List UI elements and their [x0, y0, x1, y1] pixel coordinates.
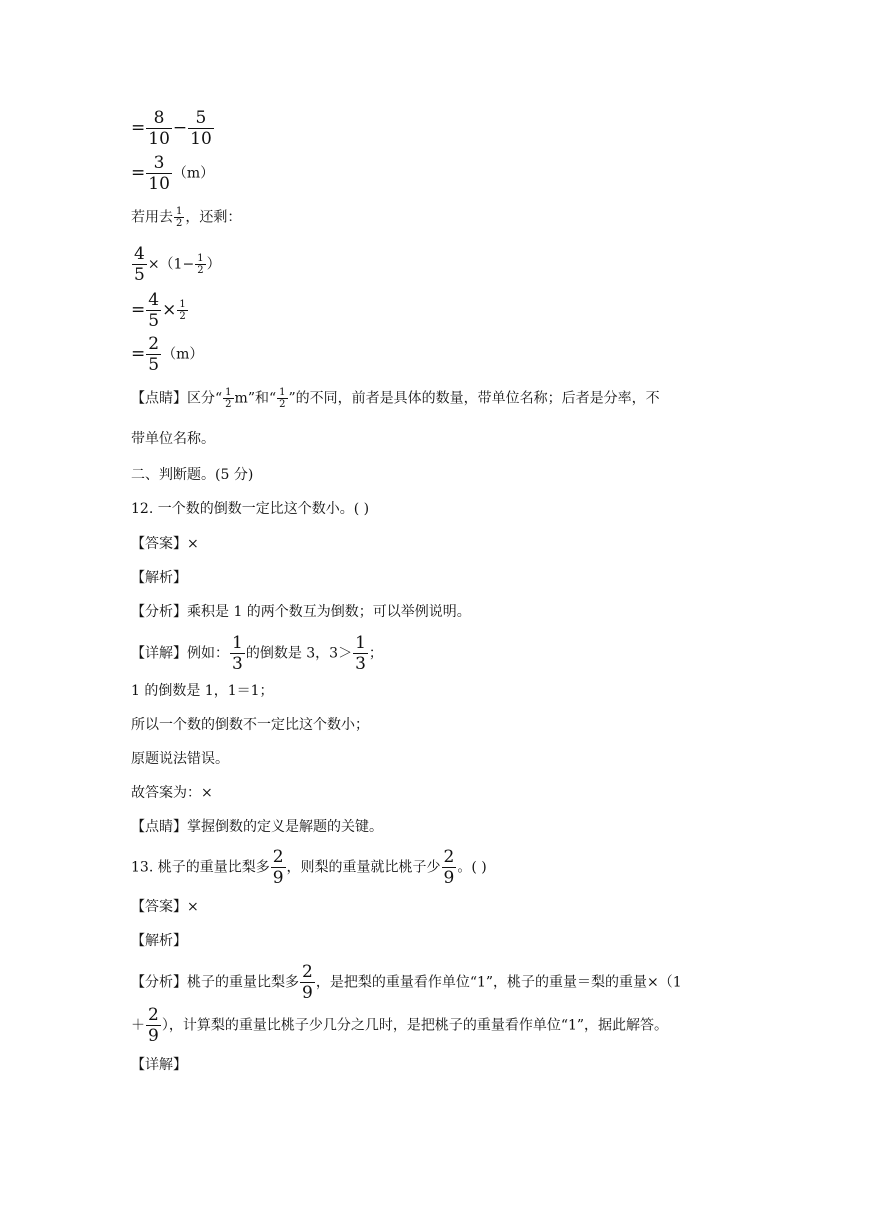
tip-line-2: 带单位名称。 [131, 431, 215, 447]
q12-stem: 12. 一个数的倒数一定比这个数小。( ) [131, 501, 370, 517]
q12-tip: 【点睛】掌握倒数的定义是解题的关键。 [131, 819, 383, 835]
q13-fenxi: 【分析】桃子的重量比梨多 $\frac{2}{9}$ ，是把梨的重量看作单位“1”，桃子的重量＝梨的重量×（1 [131, 962, 682, 1003]
tip-line-1: 【点睛】区分“ $\frac{1}{2}$ m”和“ $\frac{1}{2}$ ”的不同，前者是具体的数量，带单位名称；后者是分率，不 [131, 387, 660, 410]
calc-line-6: = $\frac{2}{5}$ （m） [131, 334, 204, 375]
equals-sign: = [131, 118, 146, 138]
fraction: $\frac{3}{10}$ [148, 153, 170, 194]
fraction: $\frac{2}{9}$ [302, 962, 313, 1003]
q12-detail: 【详解】例如： $\frac{1}{3}$ 的倒数是 3，3＞ $\frac{1}{3}$ ； [131, 633, 383, 674]
fraction: $\frac{1}{3}$ [355, 633, 366, 674]
calc-line-1 [131, 108, 215, 149]
fraction: $\frac{4}{5}$ [134, 244, 145, 285]
q12-line-5: 故答案为：× [131, 785, 213, 801]
q12-answer: 【答案】× [131, 536, 199, 552]
fraction: $\frac{2}{9}$ [148, 1005, 159, 1046]
unit-text: （m） [172, 165, 215, 182]
equals-sign: = [131, 163, 146, 183]
fraction: $\frac{2}{9}$ [443, 847, 455, 888]
fraction: $\frac{4}{5}$ [148, 290, 160, 331]
fraction: $\frac{1}{3}$ [232, 633, 243, 674]
calc-line-5: = $\frac{4}{5}$ × $\frac{1}{2}$ [131, 290, 186, 331]
calc-line-2 [131, 153, 214, 194]
calc-line-4: $\frac{4}{5}$ ×（1− $\frac{1}{2}$ ） [134, 244, 221, 285]
q13-detail: 【详解】 [131, 1057, 187, 1073]
fraction: $\frac{5}{10}$ [190, 108, 212, 149]
fraction: $\frac{2}{5}$ [148, 334, 160, 375]
q13-answer: 【答案】× [131, 899, 199, 915]
fraction: $\frac{8}{10}$ [148, 108, 170, 149]
q12-line-2: 1 的倒数是 1，1＝1； [131, 683, 274, 699]
q12-analysis: 【解析】 [131, 570, 187, 586]
fraction: $\frac{1}{2}$ [225, 387, 232, 410]
section-title: 二、判断题。(5 分) [131, 467, 254, 483]
fraction: $\frac{2}{9}$ [272, 847, 284, 888]
fraction: $\frac{1}{2}$ [179, 299, 186, 322]
fraction: $\frac{1}{2}$ [279, 387, 286, 410]
q13-fenxi-line-2: ＋ $\frac{2}{9}$ ），计算梨的重量比桃子少几分之几时，是把桃子的重量看作单位“1”，据此解答。 [131, 1005, 669, 1046]
q13-stem: 13. 桃子的重量比梨多 $\frac{2}{9}$ ，则梨的重量就比桃子少 $\frac{2}{9}$ 。( ) [131, 847, 487, 888]
fraction: $\frac{1}{2}$ [176, 206, 183, 229]
minus-sign: − [172, 118, 188, 138]
fraction: $\frac{1}{2}$ [197, 253, 204, 276]
q13-analysis: 【解析】 [131, 933, 187, 949]
tip-label: 【点睛】 [131, 390, 187, 407]
calc-line-3: 若用去 $\frac{1}{2}$ ，还剩： [131, 206, 242, 229]
q12-line-4: 原题说法错误。 [131, 751, 229, 767]
q12-fenxi: 【分析】乘积是 1 的两个数互为倒数；可以举例说明。 [131, 604, 471, 620]
q12-line-3: 所以一个数的倒数不一定比这个数小； [131, 717, 369, 733]
